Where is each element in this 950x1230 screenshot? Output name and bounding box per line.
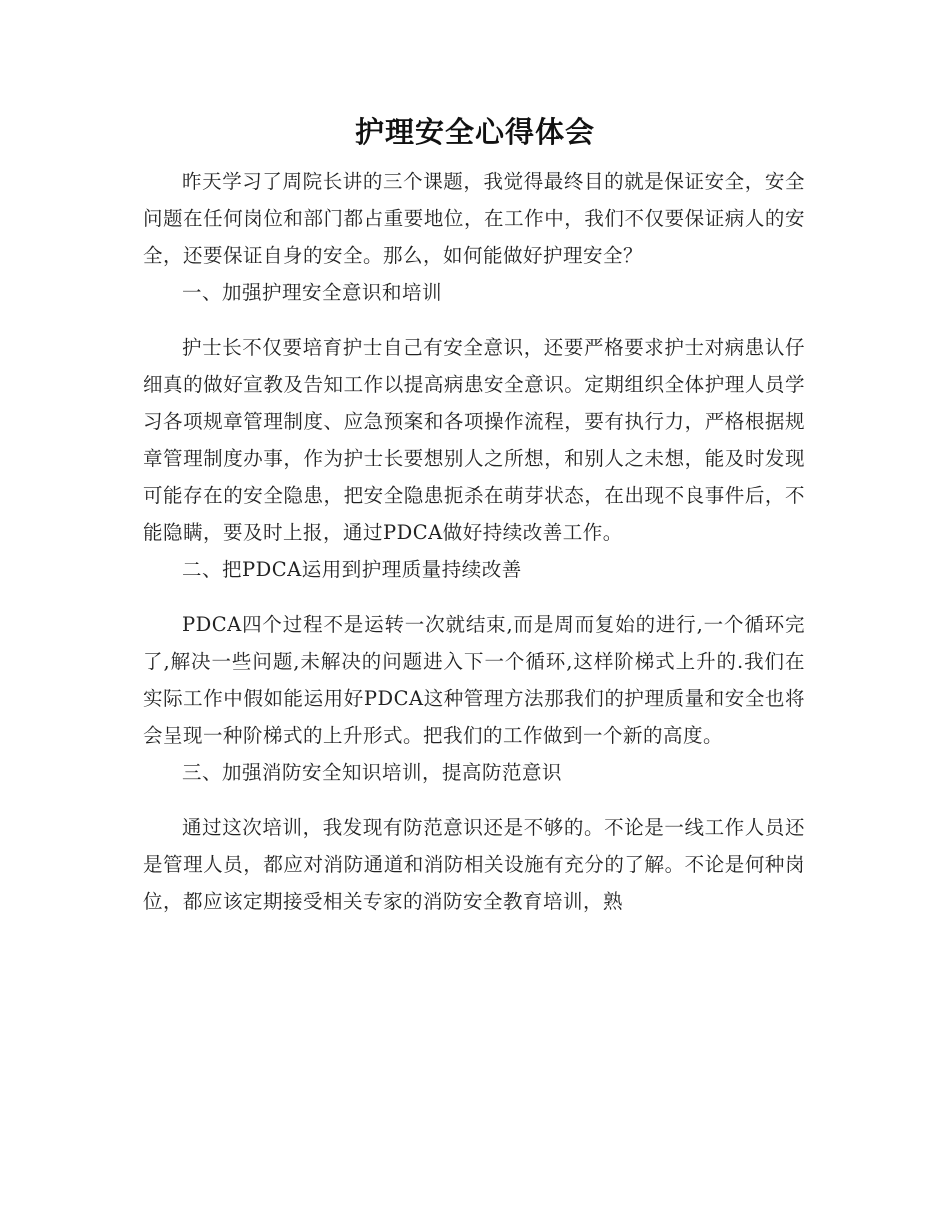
document-body xyxy=(143,163,805,920)
document-title: 护理安全心得体会 xyxy=(354,115,595,149)
intro-paragraph: 昨天学习了周院长讲的三个课题，我觉得最终目的就是保证安全，安全问题在任何岗位和部门都占重要地位，在工作中，我们不仅要保证病人的安全，还要保证自身的安全。那么，如何能做好护理安全？ xyxy=(143,170,805,267)
section-heading-1: 一、加强护理安全意识和培训 xyxy=(182,281,443,304)
section-3-paragraph: 通过这次培训，我发现有防范意识还是不够的。不论是一线工作人员还是管理人员，都应对消防通道和消防相关设施有充分的了解。不论是何种岗位，都应该定期接受相关专家的消防安全教育培训，熟 xyxy=(143,816,805,913)
section-heading-3: 三、加强消防安全知识培训，提高防范意识 xyxy=(182,761,563,784)
section-heading-2: 二、把PDCA运用到护理质量持续改善 xyxy=(182,558,522,581)
section-1-paragraph: 护士长不仅要培育护士自己有安全意识，还要严格要求护士对病患认仔细真的做好宣教及告知工作以提高病患安全意识。定期组织全体护理人员学习各项规章管理制度、应急预案和各项操作流程，要有执行力，严格根据规章管理制度办事，作为护士长要想别人之所想，和别人之未想，能及时发现可能存在的安全隐患，把安全隐患扼杀在萌芽状态，在出现不良事件后，不能隐瞒，要及时上报，通过PDCA做好持续改善工作。 xyxy=(143,336,805,544)
section-2-paragraph: PDCA四个过程不是运转一次就结束,而是周而复始的进行,一个循环完了,解决一些问题,未解决的问题进入下一个循环,这样阶梯式上升的.我们在实际工作中假如能运用好PDCA这种管理方法那我们的护理质量和安全也将会呈现一种阶梯式的上升形式。把我们的工作做到一个新的高度。 xyxy=(143,613,805,747)
